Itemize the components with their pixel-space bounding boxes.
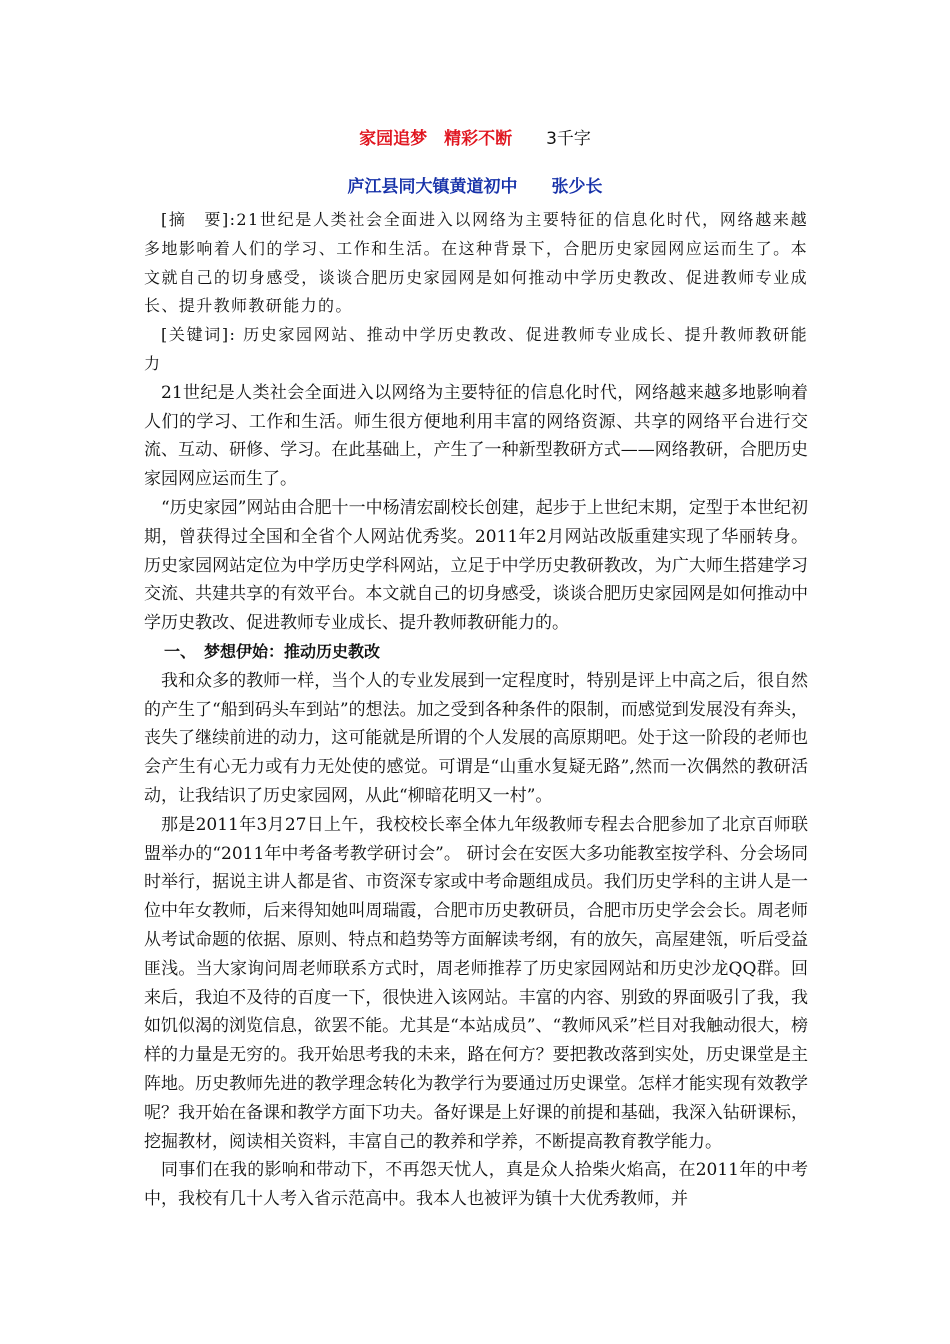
title-main: 家园追梦 精彩不断 xyxy=(359,129,513,149)
body-paragraph: “历史家园”网站由合肥十一中杨清宏副校长创建，起步于上世纪末期，定型于本世纪初期，曾获得过全国和全省个人网站优秀奖。2011年2月网站改版重建实现了华丽转身。历史家园网站定位为中学历史学科网站，立足于中学历史教研教改，为广大师生搭建学习交流、共建共享的有效平台。本文就自己的切身感受，谈谈合肥历史家园网是如何推动中学历史教改、促进教师专业成长、提升教师教研能力的。 xyxy=(144,497,808,634)
body-paragraph: 我和众多的教师一样，当个人的专业发展到一定程度时，特别是评上中高之后，很自然的产生了“船到码头车到站”的想法。加之受到各种条件的限制，而感觉到发展没有奔头，丧失了继续前进的动力，这可能就是所谓的个人发展的高原期吧。处于这一阶段的老师也会产生有心无力或有力无处使的感觉。可谓是“山重水复疑无路”,然而一次偶然的教研活动，让我结识了历史家园网，从此“柳暗花明又一村”。 xyxy=(144,670,808,806)
abstract-paragraph: [摘 要]:21世纪是人类社会全面进入以网络为主要特征的信息化时代，网络越来越多地影响着人们的学习、工作和生活。在这种背景下，合肥历史家园网应运而生了。本文就自己的切身感受，谈谈合肥历史家园网是如何推动中学历史教改、促进教师专业成长、提升教师教研能力的。 xyxy=(144,210,808,316)
body-paragraph: 那是2011年3月27日上午，我校校长率全体九年级教师专程去合肥参加了北京百师联盟举办的“2011年中考备考教学研讨会”。 研讨会在安医大多功能教室按学科、分会场同时举行，据说主讲人都是省、市资深专家或中考命题组成员。我们历史学科的主讲人是一位中年女教师，后来得知她叫周瑞霞，合肥市历史教研员，合肥市历史学会会长。周老师从考试命题的依据、原则、特点和趋势等方面解读考纲，有的放矢，高屋建瓴，听后受益匪浅。当大家询问周老师联系方式时，周老师推荐了历史家园网站和历史沙龙QQ群。回来后，我迫不及待的百度一下，很快进入该网站。丰富的内容、别致的界面吸引了我，我如饥似渴的浏览信息，欲罢不能。尤其是“本站成员”、“教师风采”栏目对我触动很大，榜样的力量是无穷的。我开始思考我的未来，路在何方？要把教改落到实处，历史课堂是主阵地。历史教师先进的教学理念转化为教学行为要通过历史课堂。怎样才能实现有效教学呢？我开始在备课和教学方面下功夫。备好课是上好课的前提和基础，我深入钻研课标，挖掘教材，阅读相关资料，丰富自己的教养和学养，不断提高教育教学能力。 xyxy=(144,814,808,1152)
author-line xyxy=(0,172,950,197)
author-unit: 庐江县同大镇黄道初中 xyxy=(347,177,518,197)
body-paragraph: 同事们在我的影响和带动下，不再怨天忧人，真是众人拾柴火焰高，在2011年的中考中，我校有几十人考入省示范高中。我本人也被评为镇十大优秀教师，并 xyxy=(144,1160,808,1210)
word-count: 3千字 xyxy=(546,129,591,149)
body-paragraph: 21世纪是人类社会全面进入以网络为主要特征的信息化时代，网络越来越多地影响着人们的学习、工作和生活。师生很方便地利用丰富的网络资源、共享的网络平台进行交流、互动、研修、学习。在此基础上，产生了一种新型教研方式——网络教研，合肥历史家园网应运而生了。 xyxy=(144,382,808,490)
document-title xyxy=(0,124,950,149)
author-name: 张少长 xyxy=(551,177,603,197)
keywords-paragraph: [关键词]: 历史家园网站、推动中学历史教改、促进教师专业成长、提升教师教研能力 xyxy=(144,325,808,373)
section-heading: 一、 梦想伊始：推动历史教改 xyxy=(164,641,381,661)
document-body xyxy=(144,206,808,1214)
